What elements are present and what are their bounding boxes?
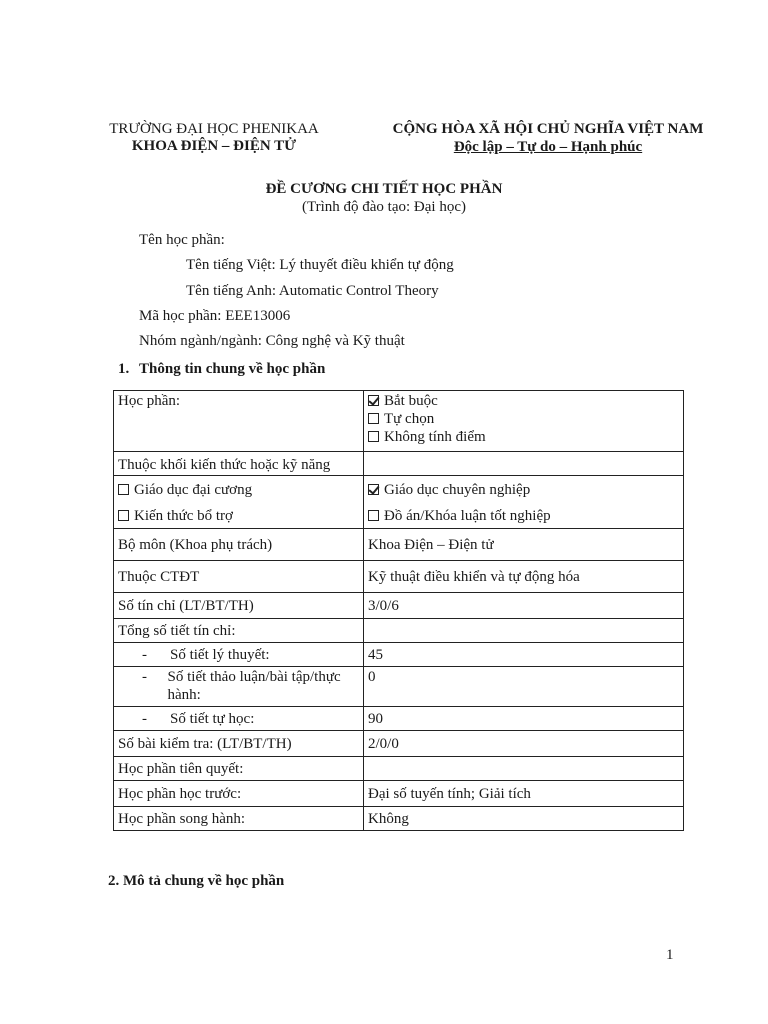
checkbox-icon [368,413,379,424]
option-general-edu-label: Giáo dục đại cương [134,482,253,498]
course-type-label: Học phần: [118,393,181,409]
section-1-title: Thông tin chung về học phần [139,361,326,377]
tests-value: 2/0/0 [368,735,399,752]
option-supplementary-label: Kiến thức bổ trợ [134,508,233,524]
self-study-label: Số tiết tự học: [170,710,255,727]
knowledge-block-value-cell [364,452,684,476]
course-type-options-cell [364,391,684,452]
table-row [114,561,684,593]
program-label: Thuộc CTĐT [118,568,200,585]
discussion-label: Số tiết thảo luận/bài tập/thực hành: [167,669,341,703]
prior-value-cell [364,781,684,807]
program-label-cell [114,561,364,593]
theory-label-cell [114,643,364,667]
total-label: Tổng số tiết tín chỉ: [118,622,236,639]
section-1-number: 1. [118,361,130,377]
document-title: ĐỀ CƯƠNG CHI TIẾT HỌC PHẦN [265,181,503,197]
option-nocredit [368,428,679,446]
credits-value: 3/0/6 [368,597,399,614]
course-code: Mã học phần: EEE13006 [139,308,291,324]
table-row [114,619,684,643]
discussion-value-cell [364,667,684,707]
option-thesis [368,507,679,525]
parallel-value: Không [368,810,409,827]
dept-value-cell [364,529,684,561]
tests-label: Số bài kiểm tra: (LT/BT/TH) [118,735,292,752]
table-row [114,593,684,619]
table-row [114,781,684,807]
course-english-name: Tên tiếng Anh: Automatic Control Theory [186,283,439,299]
credits-value-cell [364,593,684,619]
course-info-table [113,390,684,831]
dept-label-cell [114,529,364,561]
dash: - [142,646,147,663]
table-row [114,643,684,667]
option-thesis-label: Đồ án/Khóa luận tốt nghiệp [384,508,551,524]
prior-label: Học phần học trước: [118,785,242,802]
prereq-value-cell [364,757,684,781]
country-name: CỘNG HÒA XÃ HỘI CHỦ NGHĨA VIỆT NAM [392,121,704,137]
checked-box-icon [368,484,379,495]
document-subtitle: (Trình độ đào tạo: Đại học) [301,199,466,215]
table-row [114,476,684,529]
school-name: TRƯỜNG ĐẠI HỌC PHENIKAA [109,121,319,137]
theory-value-cell [364,643,684,667]
total-value-cell [364,619,684,643]
checkbox-icon [368,431,379,442]
option-required [368,392,679,410]
parallel-value-cell [364,807,684,831]
table-row [114,707,684,731]
tests-value-cell [364,731,684,757]
option-supplementary [118,507,359,525]
option-nocredit-label: Không tính điểm [384,429,486,445]
option-professional-edu [368,481,679,499]
table-row [114,757,684,781]
total-label-cell [114,619,364,643]
checked-box-icon [368,395,379,406]
dash: - [142,669,147,685]
dept-label: Bộ môn (Khoa phụ trách) [118,536,273,553]
program-value-cell [364,561,684,593]
table-row [114,529,684,561]
course-name-label: Tên học phần: [139,232,225,248]
credits-label: Số tín chỉ (LT/BT/TH) [118,597,254,614]
checkbox-icon [368,510,379,521]
prereq-label: Học phần tiên quyết: [118,760,244,777]
faculty-name: KHOA ĐIỆN – ĐIỆN TỬ [131,138,297,154]
option-elective-label: Tự chọn [384,411,435,427]
checkbox-icon [118,484,129,495]
table-row [114,667,684,707]
dash: - [142,710,147,727]
knowledge-right-cell [364,476,684,529]
knowledge-block-label: Thuộc khối kiến thức hoặc kỹ năng [118,457,331,473]
parallel-label: Học phần song hành: [118,810,246,827]
self-study-value-cell [364,707,684,731]
theory-label: Số tiết lý thuyết: [170,646,270,663]
parallel-label-cell [114,807,364,831]
discussion-label-cell [114,667,364,707]
self-study-value: 90 [368,710,383,727]
self-study-label-cell [114,707,364,731]
course-group: Nhóm ngành/ngành: Công nghệ và Kỹ thuật [139,333,405,349]
tests-label-cell [114,731,364,757]
motto-text: Độc lập – Tự do – Hạnh phúc [453,139,643,155]
table-row [114,452,684,476]
table-row [114,807,684,831]
option-general-edu [118,481,359,499]
option-professional-edu-label: Giáo dục chuyên nghiệp [384,482,531,498]
knowledge-left-cell [114,476,364,529]
option-elective [368,410,679,428]
prior-value: Đại số tuyến tính; Giải tích [368,785,531,802]
section-1-heading [118,361,325,378]
checkbox-icon [118,510,129,521]
course-type-label-cell [114,391,364,452]
page-number: 1 [666,947,674,963]
table-row [114,731,684,757]
motto [370,139,726,156]
prior-label-cell [114,781,364,807]
course-vietnamese-name: Tên tiếng Việt: Lý thuyết điều khiển tự động [186,257,454,273]
theory-value: 45 [368,646,383,663]
credits-label-cell [114,593,364,619]
prereq-label-cell [114,757,364,781]
discussion-value: 0 [368,669,376,685]
knowledge-block-label-cell [114,452,364,476]
program-value: Kỹ thuật điều khiển và tự động hóa [368,568,580,585]
section-2-heading: 2. Mô tả chung về học phần [108,873,285,889]
option-required-label: Bắt buộc [384,393,438,409]
dept-value: Khoa Điện – Điện tử [368,536,494,553]
table-row [114,391,684,452]
